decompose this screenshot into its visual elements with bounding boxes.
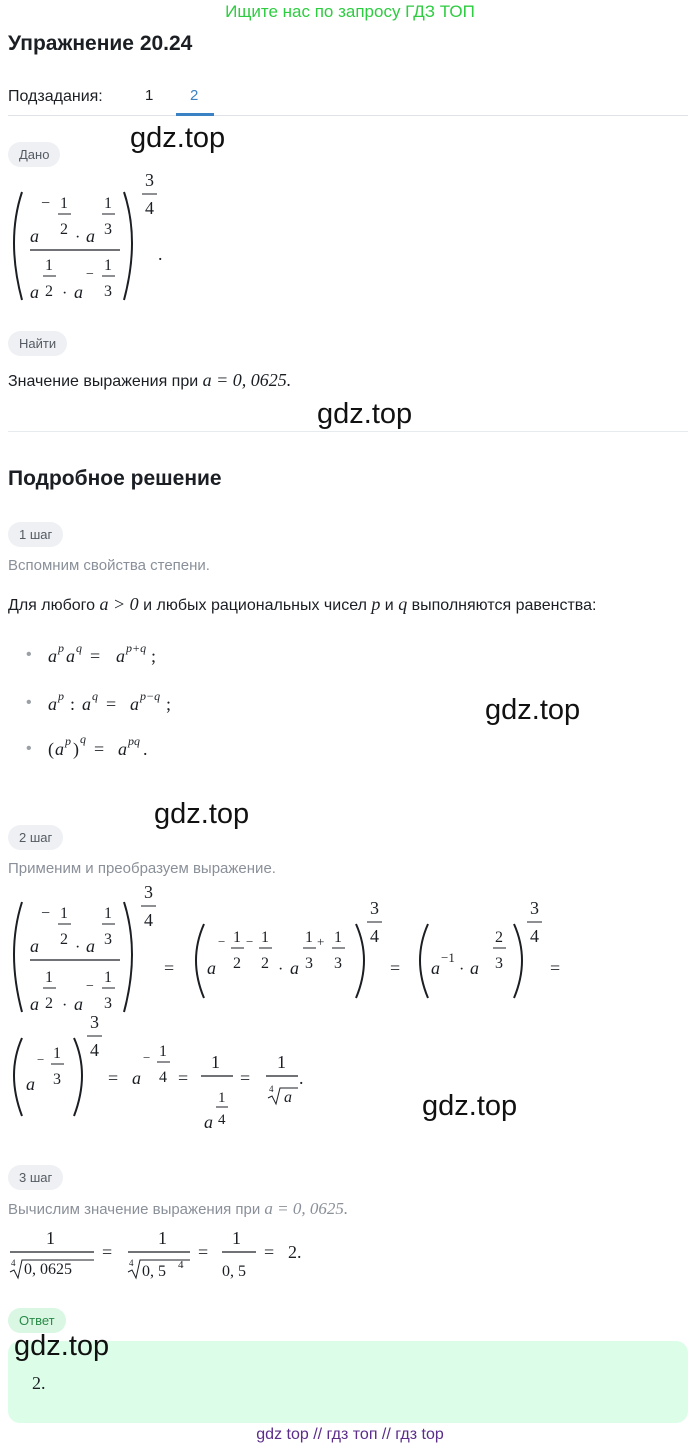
svg-text:.: . bbox=[143, 739, 148, 759]
svg-text:−: − bbox=[41, 905, 51, 922]
step1-text-and: и bbox=[380, 597, 399, 614]
svg-text:+: + bbox=[317, 934, 325, 949]
svg-text:1: 1 bbox=[53, 1045, 61, 1062]
svg-text:−: − bbox=[41, 195, 51, 212]
svg-text:3: 3 bbox=[104, 283, 112, 300]
svg-text:p−q: p−q bbox=[140, 689, 161, 703]
svg-text:=: = bbox=[390, 958, 401, 978]
svg-text:·: · bbox=[75, 229, 81, 246]
svg-text:a: a bbox=[30, 936, 39, 956]
list-bullet: • bbox=[26, 694, 32, 711]
svg-text:a: a bbox=[86, 226, 95, 246]
step1-math-p: p bbox=[371, 594, 381, 614]
svg-text:·: · bbox=[62, 285, 68, 302]
svg-text:1: 1 bbox=[159, 1043, 167, 1060]
svg-text:1: 1 bbox=[104, 257, 112, 274]
svg-text:4: 4 bbox=[530, 926, 539, 946]
svg-text:4: 4 bbox=[129, 1258, 134, 1268]
svg-text:1: 1 bbox=[104, 969, 112, 986]
svg-text:p+q: p+q bbox=[126, 641, 147, 655]
watermark: gdz.top bbox=[14, 1330, 110, 1362]
svg-text:a: a bbox=[116, 646, 125, 666]
svg-text:3: 3 bbox=[495, 955, 503, 972]
svg-text:1: 1 bbox=[233, 929, 241, 946]
step3-intro-math: a = 0, 0625. bbox=[264, 1199, 349, 1218]
svg-text:=: = bbox=[198, 1242, 209, 1262]
step2-chip: 2 шаг bbox=[8, 825, 63, 850]
svg-text:0, 5: 0, 5 bbox=[222, 1263, 246, 1280]
subtasks-label: Подзадания: bbox=[8, 88, 103, 105]
answer-box bbox=[8, 1341, 688, 1423]
svg-text:4: 4 bbox=[269, 1084, 274, 1094]
svg-text:1: 1 bbox=[334, 929, 342, 946]
step2-transformation-line1 bbox=[8, 880, 608, 1020]
svg-text:3: 3 bbox=[370, 898, 379, 918]
watermark: gdz.top bbox=[422, 1090, 518, 1122]
svg-text:1: 1 bbox=[45, 969, 53, 986]
svg-text:=: = bbox=[550, 958, 561, 978]
svg-text:1: 1 bbox=[218, 1090, 226, 1106]
svg-text:p: p bbox=[58, 641, 64, 655]
answer-chip: Ответ bbox=[8, 1308, 66, 1333]
svg-text:a: a bbox=[66, 646, 75, 666]
svg-text:=: = bbox=[178, 1068, 189, 1088]
svg-text:q: q bbox=[80, 732, 86, 746]
svg-text:4: 4 bbox=[178, 1259, 184, 1271]
watermark: gdz.top bbox=[130, 122, 226, 154]
svg-text:a: a bbox=[48, 646, 57, 666]
step1-math-q: q bbox=[398, 594, 408, 614]
svg-text:.: . bbox=[299, 1068, 304, 1088]
watermark: gdz.top bbox=[154, 798, 250, 830]
find-chip: Найти bbox=[8, 331, 67, 356]
svg-text:1: 1 bbox=[211, 1052, 220, 1072]
step1-text-mid: и любых рациональных чисел bbox=[138, 597, 372, 614]
svg-text:a: a bbox=[74, 282, 83, 302]
svg-text:2: 2 bbox=[45, 283, 53, 300]
step3-computation bbox=[8, 1222, 328, 1284]
svg-text:pq: pq bbox=[128, 734, 140, 748]
svg-text:): ) bbox=[73, 739, 79, 759]
property-product bbox=[46, 638, 206, 668]
step1-text-after: выполняются равенства: bbox=[407, 597, 597, 614]
step1-intro: Вспомним свойства степени. bbox=[8, 557, 210, 574]
svg-text:1: 1 bbox=[104, 195, 112, 212]
active-tab-indicator bbox=[176, 113, 214, 116]
svg-text:a: a bbox=[30, 226, 39, 246]
svg-text:1: 1 bbox=[277, 1052, 286, 1072]
svg-text:1: 1 bbox=[261, 929, 269, 946]
svg-text::: : bbox=[70, 694, 76, 714]
watermark: gdz.top bbox=[317, 398, 413, 430]
find-text-label: Значение выражения при bbox=[8, 373, 203, 390]
svg-text:a: a bbox=[132, 1068, 141, 1088]
page-title: Упражнение 20.24 bbox=[8, 32, 193, 55]
promo-banner[interactable]: Ищите нас по запросу ГДЗ ТОП bbox=[225, 2, 475, 21]
svg-text:a: a bbox=[207, 958, 216, 978]
svg-text:4: 4 bbox=[218, 1112, 226, 1128]
given-chip: Дано bbox=[8, 142, 60, 167]
svg-text:;: ; bbox=[166, 694, 172, 714]
svg-text:·: · bbox=[459, 961, 465, 978]
solution-title: Подробное решение bbox=[8, 467, 222, 490]
property-power bbox=[46, 731, 206, 763]
svg-text:a: a bbox=[284, 1089, 292, 1106]
subtask-tab-1[interactable]: 1 bbox=[145, 87, 154, 104]
svg-text:0, 5: 0, 5 bbox=[142, 1263, 166, 1280]
svg-text:1: 1 bbox=[45, 257, 53, 274]
svg-text:3: 3 bbox=[104, 995, 112, 1012]
svg-text:a: a bbox=[30, 994, 39, 1014]
svg-text:=: = bbox=[102, 1242, 113, 1262]
svg-text:−: − bbox=[86, 979, 94, 994]
svg-text:a: a bbox=[118, 739, 127, 759]
list-bullet: • bbox=[26, 740, 32, 757]
svg-text:4: 4 bbox=[90, 1040, 99, 1060]
svg-text:4: 4 bbox=[159, 1069, 167, 1086]
section-divider bbox=[8, 431, 688, 432]
svg-text:−: − bbox=[143, 1050, 151, 1065]
svg-text:3: 3 bbox=[305, 955, 313, 972]
find-math: a = 0, 0625. bbox=[202, 370, 292, 390]
step1-chip: 1 шаг bbox=[8, 522, 63, 547]
svg-text:a: a bbox=[431, 958, 440, 978]
svg-text:2: 2 bbox=[60, 931, 68, 948]
svg-text:2: 2 bbox=[45, 995, 53, 1012]
svg-text:3: 3 bbox=[530, 898, 539, 918]
svg-text:1: 1 bbox=[305, 929, 313, 946]
svg-text:2.: 2. bbox=[288, 1242, 302, 1262]
svg-text:.: . bbox=[158, 244, 163, 264]
subtask-tab-2[interactable]: 2 bbox=[190, 87, 199, 104]
step1-statement bbox=[8, 594, 596, 615]
property-quotient bbox=[46, 686, 206, 716]
svg-text:1: 1 bbox=[60, 905, 68, 922]
svg-text:1: 1 bbox=[60, 195, 68, 212]
svg-text:−: − bbox=[218, 934, 226, 949]
svg-text:(: ( bbox=[48, 739, 54, 759]
watermark: gdz.top bbox=[485, 694, 581, 726]
svg-text:a: a bbox=[290, 958, 299, 978]
step3-intro-text: Вычислим значение выражения при bbox=[8, 1201, 265, 1218]
svg-text:a: a bbox=[86, 936, 95, 956]
svg-text:·: · bbox=[62, 997, 68, 1014]
svg-text:4: 4 bbox=[145, 198, 154, 218]
svg-text:·: · bbox=[75, 939, 81, 956]
svg-text:3: 3 bbox=[145, 170, 154, 190]
svg-text:a: a bbox=[74, 994, 83, 1014]
svg-text:=: = bbox=[106, 694, 117, 714]
svg-text:3: 3 bbox=[104, 931, 112, 948]
svg-text:4: 4 bbox=[144, 910, 153, 930]
svg-text:p: p bbox=[65, 734, 71, 748]
svg-text:−: − bbox=[86, 267, 94, 282]
svg-text:a: a bbox=[130, 694, 139, 714]
step3-chip: 3 шаг bbox=[8, 1165, 63, 1190]
answer-value: 2. bbox=[32, 1373, 46, 1393]
svg-text:3: 3 bbox=[90, 1012, 99, 1032]
svg-text:=: = bbox=[264, 1242, 275, 1262]
svg-text:4: 4 bbox=[370, 926, 379, 946]
svg-text:1: 1 bbox=[232, 1228, 241, 1248]
svg-text:−: − bbox=[246, 934, 254, 949]
find-text bbox=[8, 370, 291, 391]
svg-text:=: = bbox=[164, 958, 175, 978]
svg-text:a: a bbox=[470, 958, 479, 978]
step1-math-a: a > 0 bbox=[99, 594, 139, 614]
svg-text:a: a bbox=[30, 282, 39, 302]
svg-text:=: = bbox=[94, 739, 105, 759]
svg-text:=: = bbox=[108, 1068, 119, 1088]
svg-text:−: − bbox=[37, 1052, 45, 1067]
svg-text:=: = bbox=[90, 646, 101, 666]
svg-text:·: · bbox=[278, 961, 284, 978]
svg-text:;: ; bbox=[151, 646, 157, 666]
step1-text-before: Для любого bbox=[8, 597, 100, 614]
svg-text:3: 3 bbox=[104, 221, 112, 238]
given-expression bbox=[8, 170, 178, 310]
svg-text:a: a bbox=[204, 1112, 213, 1132]
footer-links[interactable]: gdz top // гдз топ // гдз top bbox=[256, 1426, 444, 1443]
svg-text:3: 3 bbox=[53, 1071, 61, 1088]
svg-text:=: = bbox=[240, 1068, 251, 1088]
svg-text:2: 2 bbox=[495, 929, 503, 946]
svg-text:a: a bbox=[26, 1074, 35, 1094]
step3-intro bbox=[8, 1199, 348, 1219]
svg-text:a: a bbox=[48, 694, 57, 714]
svg-text:1: 1 bbox=[46, 1228, 55, 1248]
svg-text:1: 1 bbox=[158, 1228, 167, 1248]
svg-text:3: 3 bbox=[144, 882, 153, 902]
svg-text:4: 4 bbox=[11, 1258, 16, 1268]
svg-text:2: 2 bbox=[233, 955, 241, 972]
svg-text:0, 0625: 0, 0625 bbox=[24, 1261, 72, 1278]
list-bullet: • bbox=[26, 646, 32, 663]
step2-transformation-line2 bbox=[8, 1012, 328, 1137]
svg-text:a: a bbox=[55, 739, 64, 759]
svg-text:1: 1 bbox=[104, 905, 112, 922]
svg-text:a: a bbox=[82, 694, 91, 714]
svg-text:−1: −1 bbox=[441, 950, 455, 965]
svg-text:3: 3 bbox=[334, 955, 342, 972]
svg-text:2: 2 bbox=[60, 221, 68, 238]
svg-text:q: q bbox=[92, 689, 98, 703]
svg-text:2: 2 bbox=[261, 955, 269, 972]
step2-intro: Применим и преобразуем выражение. bbox=[8, 860, 276, 877]
svg-text:p: p bbox=[58, 689, 64, 703]
tabs-divider bbox=[8, 115, 688, 116]
svg-text:q: q bbox=[76, 641, 82, 655]
